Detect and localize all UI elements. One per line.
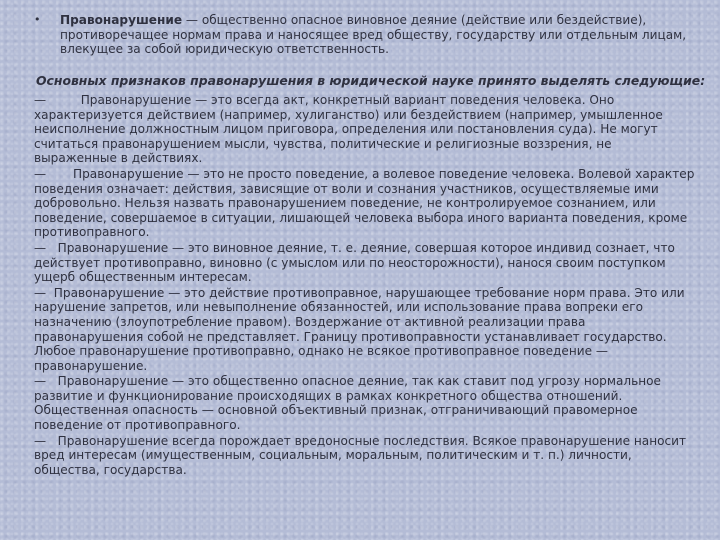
features-heading: Основных признаков правонарушения в юридической науке принято выделять следующие: — [36, 73, 706, 88]
dash-mark: — — [34, 93, 47, 107]
definition-body: — общественно опасное виновное деяние (действие или бездействие), противоречащее нормам права и наносящее вред обществу, государству или отдельным лицам, влекущее за собой юридическую ответственность. — [60, 13, 687, 57]
dash-mark: — — [34, 433, 47, 448]
features-list — [34, 93, 698, 477]
definition-term: Правонарушение — [60, 13, 183, 27]
definition-text — [60, 13, 694, 57]
feature-text: Правонарушение — это не просто поведение, а волевое поведение человека. Волевой характер поведения означает: действия, зависящие от воли и сознания участников, осуществляемые ими добровольно. Нельзя назвать правонарушением поведение, не контролируемое сознанием, или поведение, совершаемое в ситуации, лишающей человека выбора иного варианта поведения, кроме противоправного. — [34, 166, 695, 240]
feature-item-volitional — [34, 167, 698, 240]
feature-text: Правонарушение — это всегда акт, конкретный вариант поведения человека. Оно характеризуется действием (например, хулиганство) или бездействием (например, умышленное неисполнение должностным лицом приговора, определения или постановления суда). Не могут считаться правонарушением мысли, чувства, политические и религиозные воззрения, не выраженные в действиях. — [34, 93, 663, 166]
bullet-icon: • — [34, 13, 41, 26]
dash-mark: — — [34, 240, 47, 255]
feature-text: Правонарушение всегда порождает вредоносные последствия. Всякое правонарушение наносит вред интересам (имущественным, социальным, моральным, политическим и т. п.) личности, общества, государства. — [34, 433, 687, 477]
dash-mark: — — [34, 374, 47, 389]
feature-item-unlawful — [34, 286, 698, 374]
feature-item-act — [34, 93, 698, 166]
feature-text: Правонарушение — это действие противоправное, нарушающее требование норм права. Это или нарушение запретов, или невыполнение обязанностей, или использование права вопреки его назначению (злоупотребление правом). Воздержание от активной реализации права правонарушения собой не представляет. Границу противоправности устанавливает государство. Любое правонарушение противоправно, однако не всякое противоправное поведение — правонарушение. — [34, 285, 685, 373]
feature-item-harmful — [34, 434, 698, 478]
feature-text: Правонарушение — это виновное деяние, т. е. деяние, совершая которое индивид сознает, что действует противоправно, виновно (с умыслом или по неосторожности), нанося своим поступком ущерб общественным интересам. — [34, 240, 675, 285]
definition-bullet — [34, 13, 694, 57]
feature-text: Правонарушение — это общественно опасное деяние, так как ставит под угрозу нормальное развитие и функционирование происходящих в рамках конкретного общества отношений. Общественная опасность — основной объективный признак, отграничивающий правомерное поведение от противоправного. — [34, 374, 661, 433]
dash-mark: — — [34, 166, 47, 181]
dash-mark: — — [34, 285, 47, 300]
feature-item-guilty — [34, 241, 698, 285]
feature-item-dangerous — [34, 374, 698, 432]
